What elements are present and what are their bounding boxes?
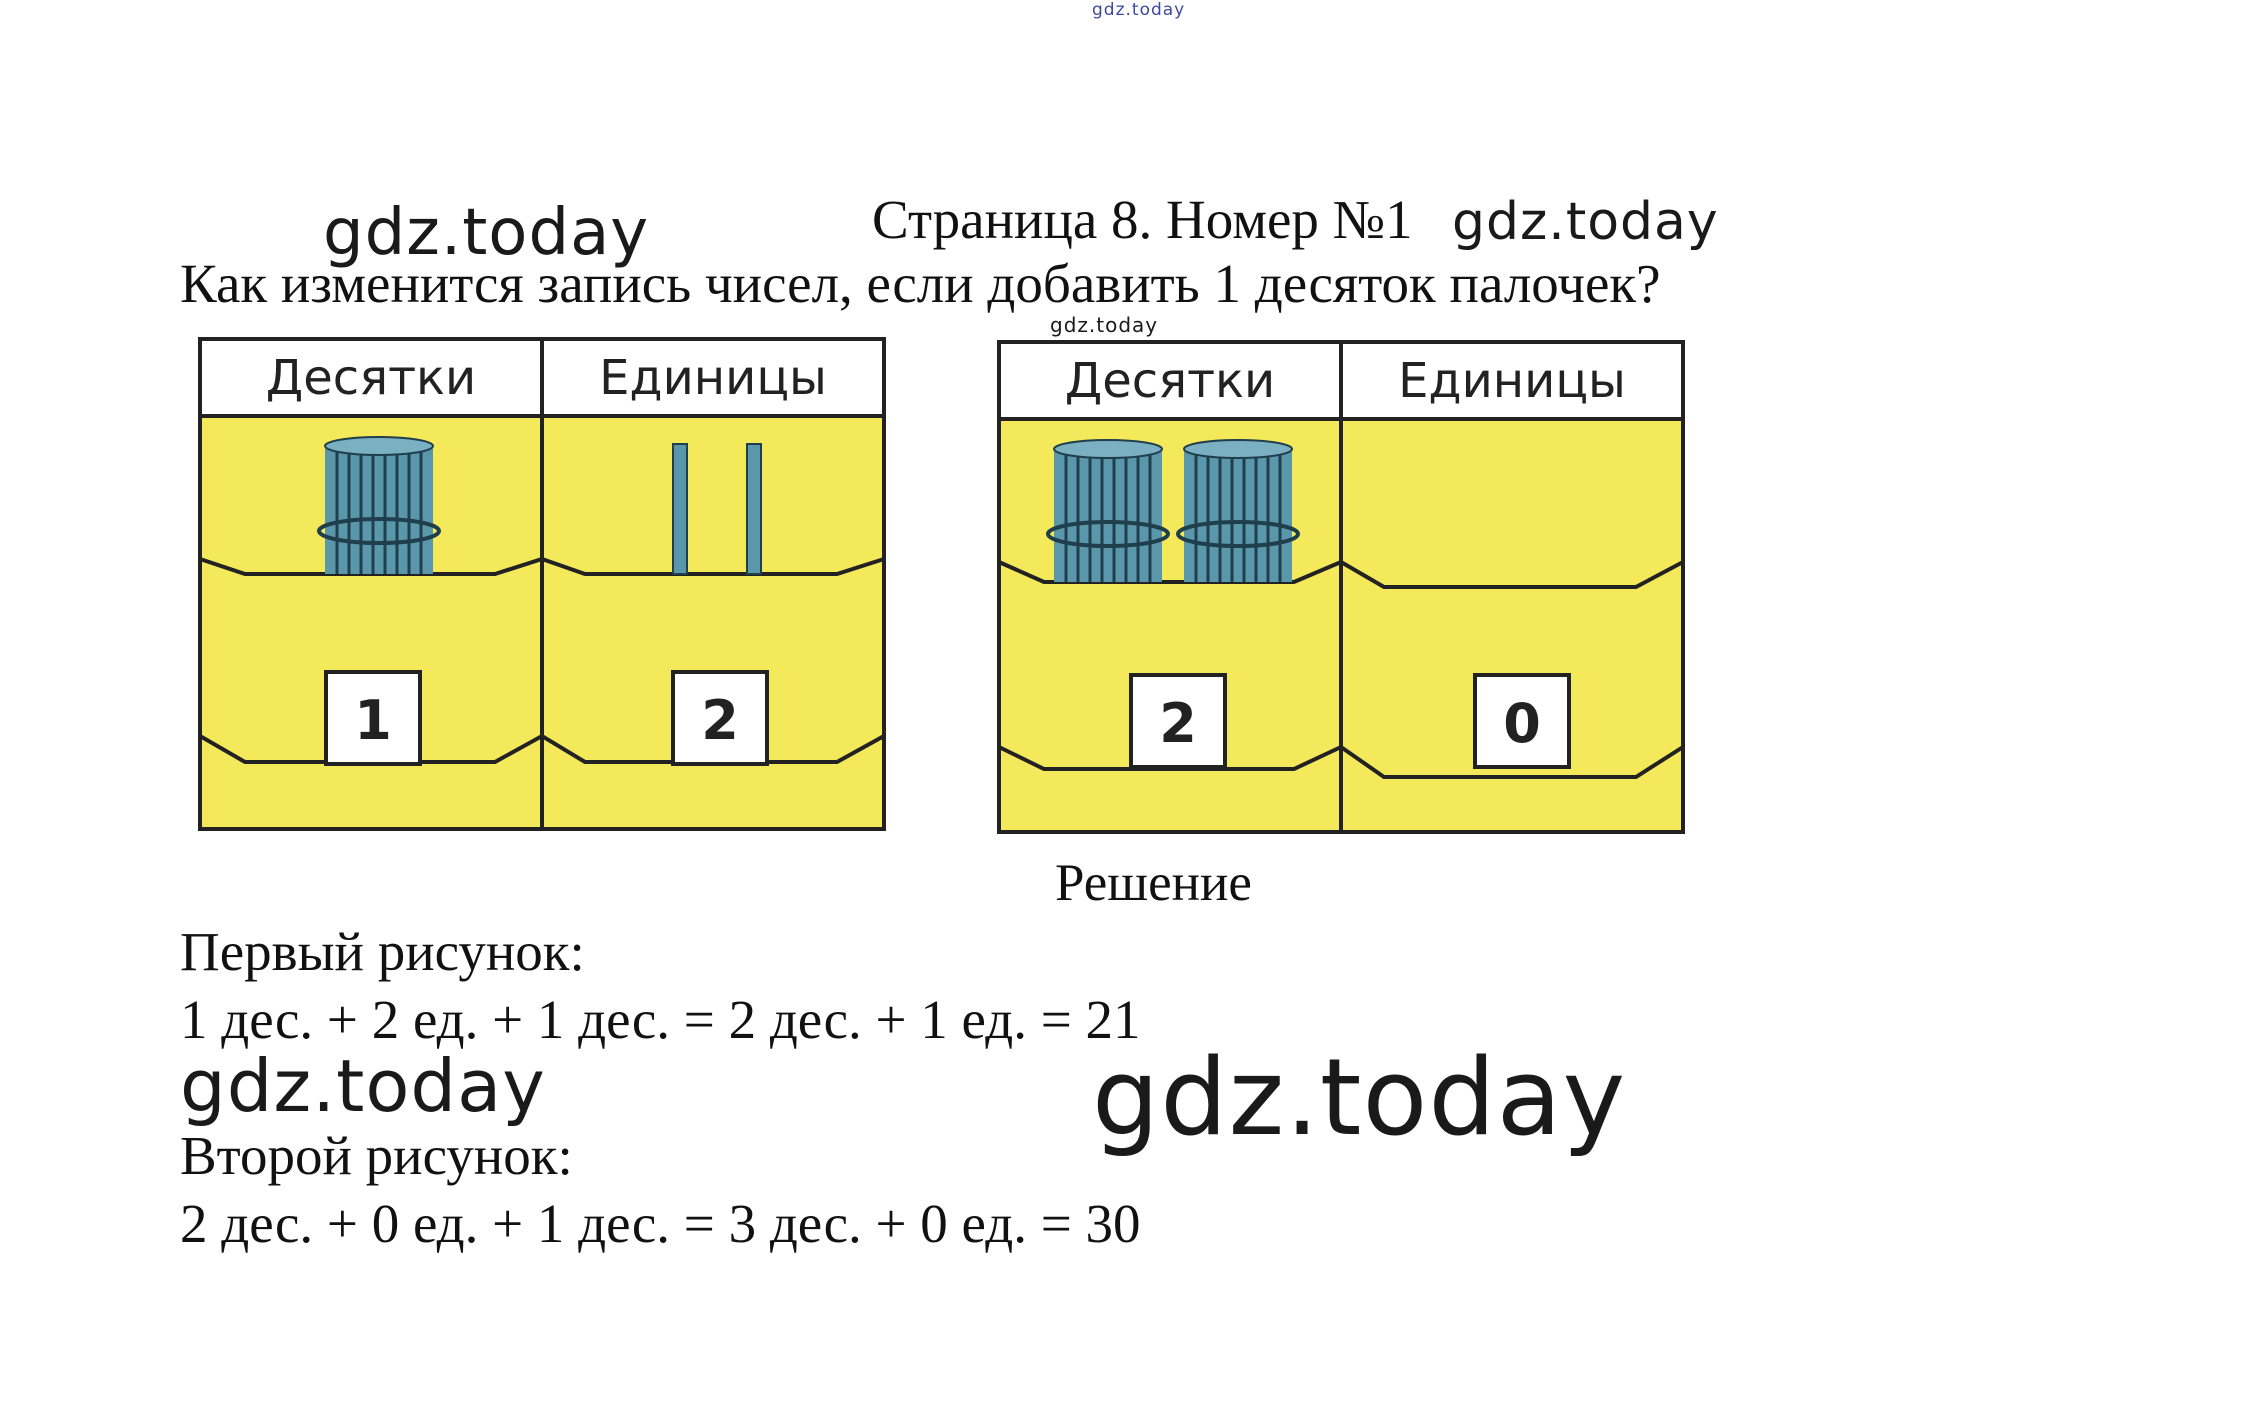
- watermark-right-title: gdz.today: [1452, 192, 1719, 252]
- bundle-of-ten-sticks: [1178, 440, 1298, 582]
- first-figure-equation: 1 дес. + 2 ед. + 1 дес. = 2 дес. + 1 ед. = 21: [180, 989, 1141, 1050]
- figure-1-units-digit: 2: [701, 689, 739, 752]
- solution-heading: Решение: [1055, 854, 1252, 912]
- figure-2-units-digit: 0: [1503, 692, 1541, 755]
- watermark-large: gdz.today: [1092, 1036, 1627, 1159]
- watermark-mid-left: gdz.today: [180, 1044, 546, 1128]
- question-text: Как изменится запись чисел, если добавить 1 десяток палочек?: [180, 253, 1661, 314]
- bundle-of-ten-sticks: [319, 437, 439, 574]
- figure-1-tens-label: Десятки: [265, 350, 477, 406]
- page-title: Страница 8. Номер №1: [872, 189, 1413, 250]
- watermark-small-figure: gdz.today: [1050, 313, 1159, 337]
- watermark-top: gdz.today: [1092, 0, 1186, 20]
- single-stick: [673, 444, 687, 574]
- first-figure-label: Первый рисунок:: [180, 921, 585, 982]
- figure-2-units-label: Единицы: [1398, 353, 1626, 409]
- figure-1-tens-digit: 1: [354, 689, 392, 752]
- single-stick: [747, 444, 761, 574]
- figure-2-tens-label: Десятки: [1064, 353, 1276, 409]
- figure-1-units-label: Единицы: [599, 350, 827, 406]
- figure-2-tens-digit: 2: [1159, 692, 1197, 755]
- figure-1: [195, 334, 895, 836]
- bundle-of-ten-sticks: [1048, 440, 1168, 582]
- second-figure-equation: 2 дес. + 0 ед. + 1 дес. = 3 дес. + 0 ед. = 30: [180, 1193, 1141, 1254]
- figure-2: [994, 337, 1694, 839]
- watermark-left-title: gdz.today: [323, 196, 650, 270]
- second-figure-label: Второй рисунок:: [180, 1125, 573, 1186]
